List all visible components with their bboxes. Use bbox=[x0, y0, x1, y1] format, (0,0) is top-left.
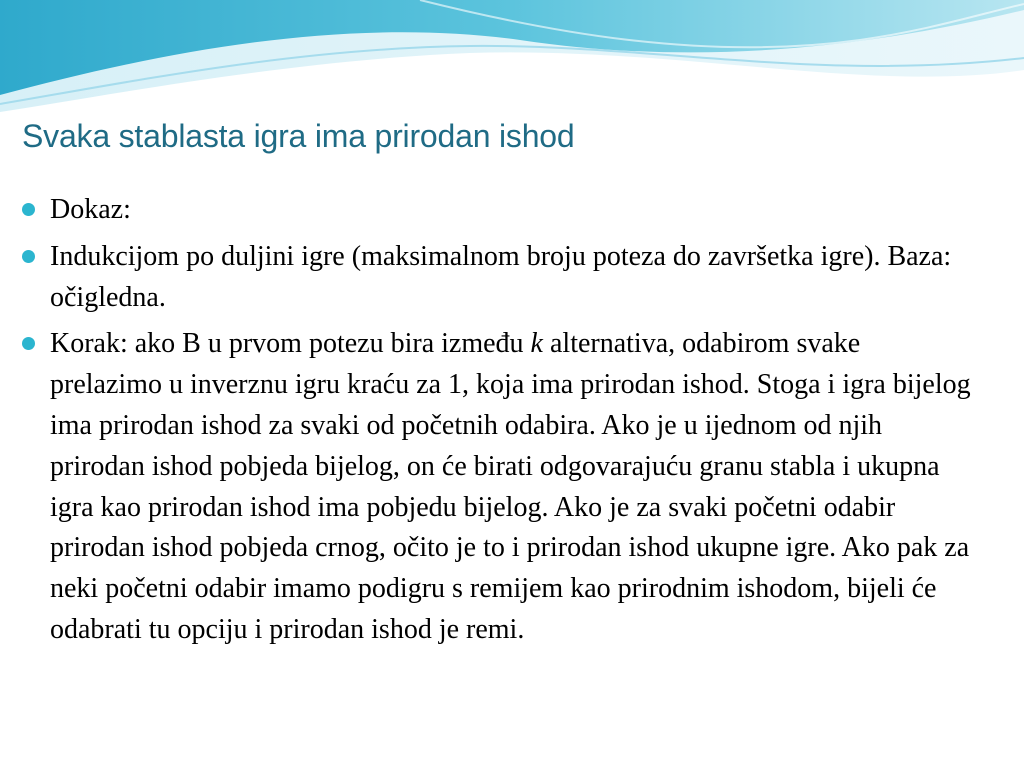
bullet-list bbox=[22, 190, 972, 657]
bullet-text: Korak: ako B u prvom potezu bira između bbox=[50, 328, 531, 360]
bullet-dot-icon bbox=[22, 203, 35, 216]
bullet-text: alternativa, odabirom svake prelazimo u inverznu igru kraću za 1, koja ima prirodan ishod. Stoga i igra bijelog ima prirodan ishod za svaki od početnih odabira. Ako je u ijednom od njih prirodan ishod pobjeda bijelog, on će birati odgovarajuću granu stabla i ukupna igra kao prirodan ishod ima pobjedu bijelog. Ako je za svaki početni odabir prirodan ishod pobjeda crnog, očito je to i prirodan ishod ukupne igre. Ako pak za neki početni odabir imamo podigru s remijem kao prirodnim ishodom, bijeli će odabrati tu opciju i prirodan ishod je remi. bbox=[50, 328, 971, 645]
bullet-item bbox=[22, 324, 972, 650]
slide-title: Svaka stablasta igra ima prirodan ishod bbox=[22, 118, 575, 154]
bullet-text: Indukcijom po duljini igre (maksimalnom broju poteza do završetka igre). Baza: očigledna. bbox=[50, 240, 952, 313]
bullet-item bbox=[22, 237, 972, 319]
bullet-dot-icon bbox=[22, 337, 35, 350]
bullet-dot-icon bbox=[22, 250, 35, 263]
bullet-text-italic: k bbox=[530, 328, 543, 360]
bullet-text: Dokaz: bbox=[50, 194, 131, 225]
bullet-item bbox=[22, 190, 972, 231]
wave-decoration bbox=[0, 0, 1024, 120]
